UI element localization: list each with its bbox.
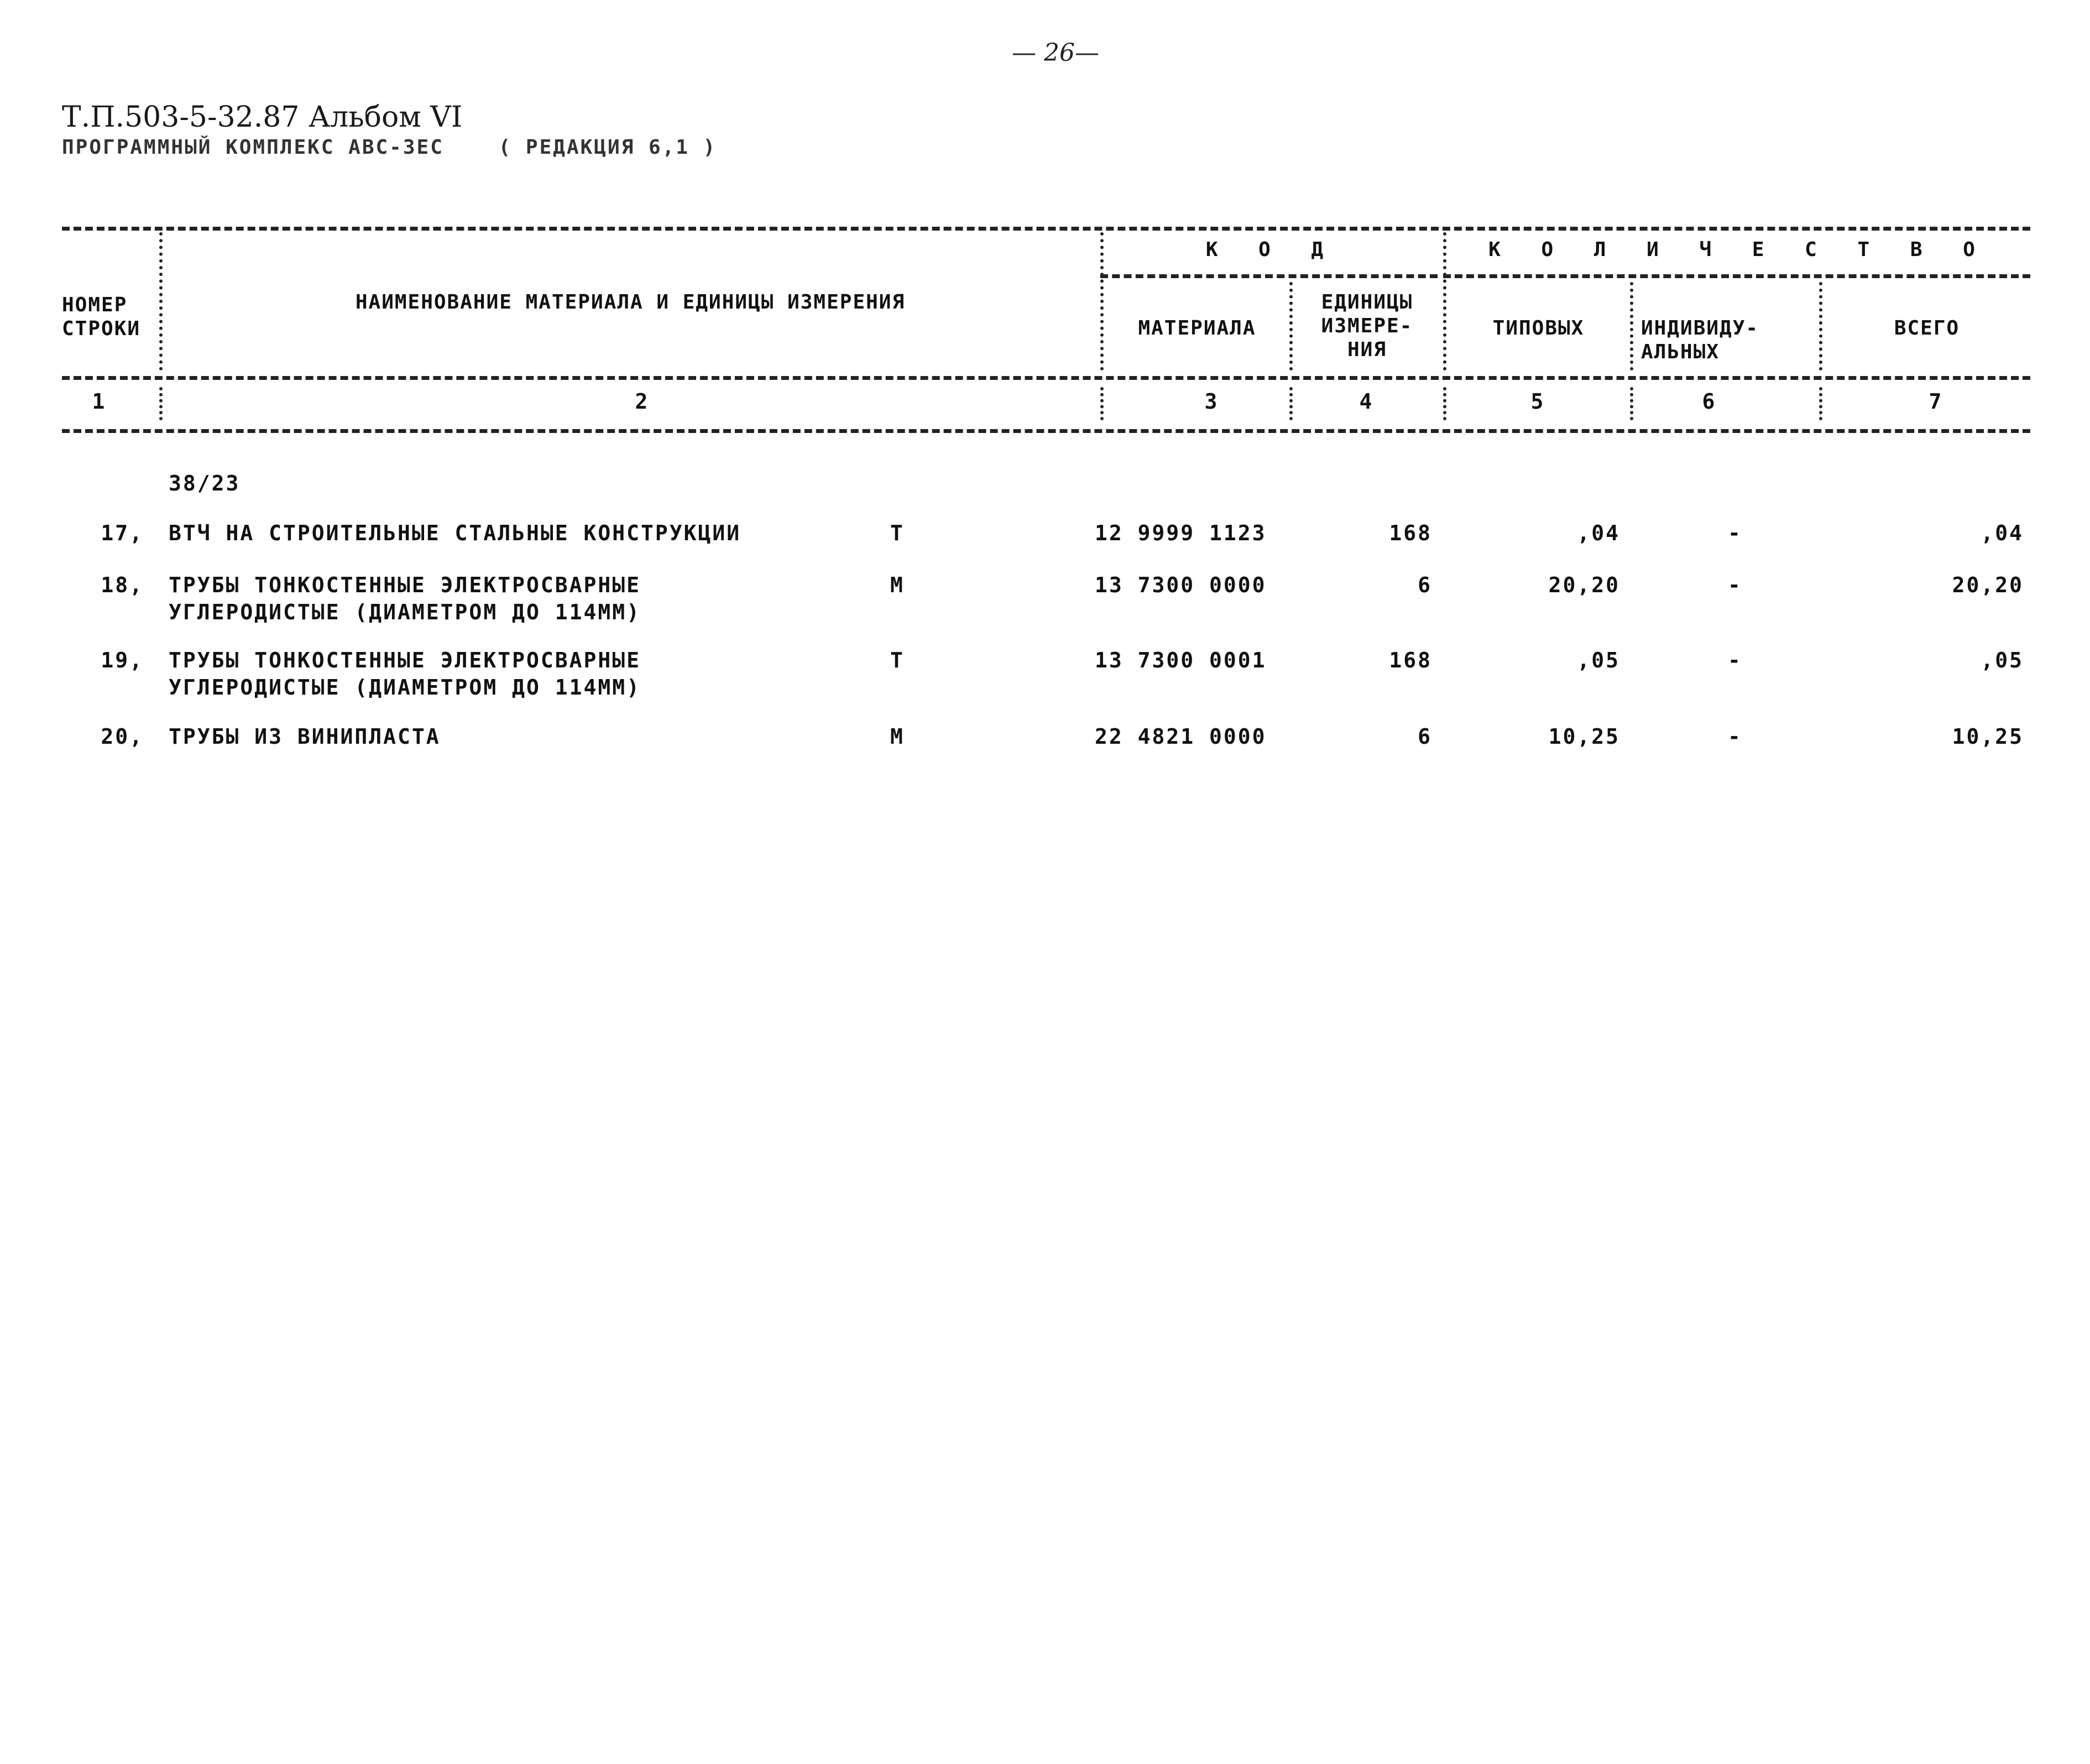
row-material-code: 13 7300 0001 — [1095, 648, 1267, 672]
code-subheader-rule — [1100, 274, 1438, 278]
header-qty-typical: ТИПОВЫХ — [1492, 317, 1585, 340]
row-unit: Т — [890, 648, 905, 672]
table-top-rule — [62, 227, 2030, 231]
header-qty-group: К О Л И Ч Е С Т В О — [1488, 238, 1989, 261]
col-sep-3 — [1289, 282, 1293, 370]
row-name: ТРУБЫ ТОНКОСТЕННЫЕ ЭЛЕКТРОСВАРНЫЕ УГЛЕРОДИСТЫЕ (ДИАМЕТРОМ ДО 114ММ) — [169, 648, 641, 700]
col-sep-4 — [1443, 232, 1446, 370]
column-number: 1 — [92, 389, 105, 414]
header-code-unit: ЕДИНИЦЫ ИЗМЕРЕ- НИЯ — [1321, 291, 1413, 362]
column-numbers-rule — [62, 429, 2030, 433]
row-typical: ,04 — [1577, 521, 1620, 545]
header-code-material: МАТЕРИАЛА — [1138, 317, 1256, 340]
program-name: ПРОГРАММНЫЙ КОМПЛЕКС АВС-ЗЕС — [62, 136, 444, 159]
row-material-code: 22 4821 0000 — [1095, 724, 1267, 749]
row-typical: ,05 — [1577, 648, 1620, 672]
row-individual: - — [1728, 573, 1742, 597]
row-unit: М — [890, 573, 905, 597]
page-number: — 26— — [1012, 39, 1099, 67]
column-number: 5 — [1530, 389, 1544, 414]
header-qty-total: ВСЕГО — [1894, 317, 1960, 340]
row-number: 18, — [101, 573, 144, 597]
qty-subheader-rule — [1443, 274, 2030, 278]
document-reference: Т.П.503-5-32.87 Альбом VI — [62, 101, 463, 134]
row-number: 20, — [101, 724, 144, 749]
row-material-code: 13 7300 0000 — [1095, 573, 1267, 597]
header-qty-individual: ИНДИВИДУ- АЛЬНЫХ — [1641, 317, 1759, 364]
col-sep-num-4 — [1443, 387, 1446, 420]
row-number: 17, — [101, 521, 144, 545]
row-unit-code: 6 — [1418, 724, 1432, 749]
row-name: ТРУБЫ ИЗ ВИНИПЛАСТА — [169, 724, 441, 749]
col-sep-2 — [1100, 232, 1104, 370]
header-code-group: К О Д — [1205, 238, 1338, 261]
col-sep-num-1 — [159, 387, 163, 420]
row-individual: - — [1728, 724, 1742, 749]
col-sep-1 — [159, 232, 163, 370]
row-unit: Т — [890, 521, 905, 545]
row-unit: М — [890, 724, 905, 749]
row-unit-code: 168 — [1389, 648, 1432, 672]
row-number: 19, — [101, 648, 144, 672]
column-number: 2 — [635, 389, 648, 414]
row-typical: 20,20 — [1548, 573, 1620, 597]
program-line — [62, 136, 717, 159]
column-number: 3 — [1204, 389, 1218, 414]
program-edition: ( РЕДАКЦИЯ 6,1 ) — [498, 136, 717, 159]
col-sep-num-3 — [1289, 387, 1293, 420]
col-sep-5 — [1630, 282, 1633, 370]
header-row-number: НОМЕР СТРОКИ — [62, 294, 141, 341]
row-material-code: 12 9999 1123 — [1095, 521, 1267, 545]
row-individual: - — [1728, 521, 1742, 545]
row-total: 10,25 — [1952, 724, 2024, 749]
row-total: ,05 — [1981, 648, 2024, 672]
column-number: 4 — [1359, 389, 1372, 414]
row-name: ВТЧ НА СТРОИТЕЛЬНЫЕ СТАЛЬНЫЕ КОНСТРУКЦИИ — [169, 521, 741, 545]
col-sep-num-5 — [1630, 387, 1633, 420]
row-individual: - — [1728, 648, 1742, 672]
row-total: 20,20 — [1952, 573, 2024, 597]
col-sep-num-6 — [1819, 387, 1822, 420]
header-name: НАИМЕНОВАНИЕ МАТЕРИАЛА И ЕДИНИЦЫ ИЗМЕРЕНИЯ — [355, 291, 906, 314]
col-sep-num-2 — [1100, 387, 1104, 420]
section-label: 38/23 — [169, 471, 241, 495]
row-unit-code: 168 — [1389, 521, 1432, 545]
header-bottom-rule — [62, 376, 2030, 380]
column-number: 6 — [1702, 389, 1715, 414]
row-typical: 10,25 — [1548, 724, 1620, 749]
row-total: ,04 — [1981, 521, 2024, 545]
row-name: ТРУБЫ ТОНКОСТЕННЫЕ ЭЛЕКТРОСВАРНЫЕ УГЛЕРОДИСТЫЕ (ДИАМЕТРОМ ДО 114ММ) — [169, 573, 641, 625]
row-unit-code: 6 — [1418, 573, 1432, 597]
column-number: 7 — [1929, 389, 1942, 414]
